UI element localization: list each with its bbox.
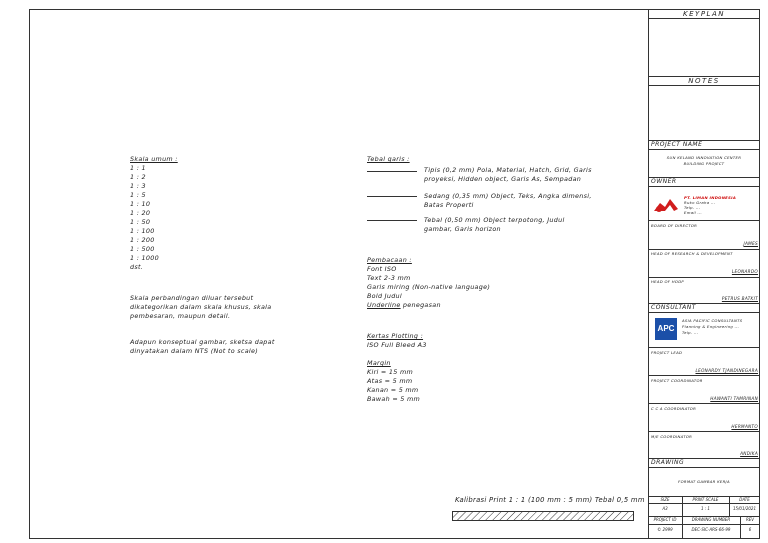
scale-item: dst.	[130, 263, 144, 271]
date-value: 15/01/2021	[732, 506, 757, 511]
owner-label: OWNER	[651, 178, 677, 185]
thin-line-desc	[424, 166, 592, 184]
research-label: HEAD OF RESEARCH & DEVELOPMENT	[651, 251, 733, 256]
drawing-number-label: DRAWING NUMBER	[691, 517, 731, 522]
calibration-text: Kalibrasi Print 1 : 1 (100 mm : 5 mm) Tebal 0,5 mm	[455, 496, 645, 504]
divider	[648, 18, 760, 19]
nts-note-line: dinyatakan dalam NTS (Not to scale)	[130, 347, 259, 355]
project-coord-name: HAWANTI TAMRINAN	[710, 396, 758, 401]
owner-company: PT. LIMAN INDONESIA	[684, 195, 737, 200]
project-name-label: PROJECT NAME	[651, 141, 703, 148]
divider	[648, 277, 760, 278]
cca-label: C C A COORDINATOR	[651, 406, 697, 411]
print-scale-label: PRINT SCALE	[692, 497, 719, 502]
me-name: ANDIKA	[740, 451, 758, 456]
scale-note	[130, 294, 271, 321]
thick-line-sample	[367, 220, 417, 221]
owner-logo-icon	[652, 195, 680, 215]
margin-item: Bawah = 5 mm	[367, 395, 421, 403]
board-label: BOARD OF DIRECTOR	[651, 223, 698, 228]
consultant-detail: Telp. ...	[682, 330, 699, 335]
line-desc: Tebal (0,50 mm) Object terpotong, Judul	[424, 216, 565, 224]
drawing-title: FORMAT GAMBAR KERJA	[678, 479, 730, 484]
project-name-line1: SUN KELAND INNOVATION CENTER	[666, 155, 742, 160]
me-label: M/E COORDINATOR	[651, 434, 693, 439]
hod-name: PETRUS BATKIT	[721, 296, 758, 301]
margin-heading: Margin	[367, 359, 391, 367]
margin-item: Kiri = 15 mm	[367, 368, 414, 376]
margin-item: Kanan = 5 mm	[367, 386, 419, 394]
line-desc: Tipis (0,2 mm) Pola, Material, Hatch, Grid, Garis	[424, 166, 592, 174]
scale-item: 1 : 5	[130, 191, 146, 199]
hod-label: HEAD OF HODP	[651, 279, 685, 284]
text-rule-item: Bold Judul	[367, 292, 402, 300]
margin-item: Atas = 5 mm	[367, 377, 413, 385]
underline-rest: penegasan	[400, 301, 441, 309]
line-desc: Sedang (0,35 mm) Object, Teks, Angka dimensi,	[424, 192, 592, 200]
drawing-label: DRAWING	[651, 459, 685, 466]
paper-value: ISO Full Bleed A3	[367, 341, 427, 349]
text-rules	[367, 256, 490, 310]
rev-value: 6	[748, 527, 752, 532]
medium-line-sample	[367, 196, 417, 197]
text-rule-item	[367, 301, 490, 310]
notes-label: NOTES	[688, 77, 720, 85]
text-rules-heading: Pembacaan :	[367, 256, 412, 264]
cca-name: HERMANTO	[731, 424, 758, 429]
scale-item: 1 : 50	[130, 218, 151, 226]
divider	[648, 312, 760, 313]
scale-item: 1 : 20	[130, 209, 151, 217]
divider	[648, 220, 760, 221]
scale-section	[130, 155, 178, 272]
print-scale-value: 1 : 1	[701, 506, 710, 511]
divider	[648, 347, 760, 348]
scale-note-line: dikategorikan dalam skala khusus, skala	[130, 303, 272, 311]
owner-detail: Email ...	[684, 210, 703, 215]
divider	[648, 149, 760, 150]
scale-item: 1 : 1	[130, 164, 146, 172]
thick-line-desc	[424, 216, 565, 234]
nts-note	[130, 338, 275, 356]
medium-line-desc	[424, 192, 592, 210]
line-desc: gambar, Garis horizon	[424, 225, 501, 233]
consultant-detail: Planning & Engineering ...	[682, 324, 740, 329]
divider	[648, 249, 760, 250]
consultant-logo: APC	[655, 318, 677, 340]
scale-item: 1 : 2	[130, 173, 146, 181]
paper-heading: Kertas Plotting :	[367, 332, 424, 340]
text-rule-item: Garis miring (Non-native language)	[367, 283, 491, 291]
scale-item: 1 : 10	[130, 200, 151, 208]
scale-item: 1 : 100	[130, 227, 155, 235]
owner-detail: Telp. ...	[684, 205, 701, 210]
owner-detail: Ruko Graha ...	[684, 200, 716, 205]
divider	[648, 375, 760, 376]
divider	[648, 524, 760, 525]
margin-section	[367, 359, 420, 404]
scale-item: 1 : 200	[130, 236, 155, 244]
research-name: LEONARDO	[731, 269, 758, 274]
scale-item: 1 : 500	[130, 245, 155, 253]
nts-note-line: Adapun konseptual gambar, sketsa dapat	[130, 338, 275, 346]
scale-note-line: Skala perbandingan diluar tersebut	[130, 294, 254, 302]
board-name: JAMES	[743, 241, 758, 246]
project-lead-label: PROJECT LEAD	[651, 350, 683, 355]
date-label: DATE	[739, 497, 750, 502]
project-name-line2: BUILDING PROJECT	[683, 161, 725, 166]
project-lead-name: LEONARDY TJANDINEGARA	[695, 368, 758, 373]
line-desc: Batas Properti	[424, 201, 474, 209]
divider	[648, 85, 760, 86]
calibration-bar	[452, 511, 634, 521]
divider	[648, 186, 760, 187]
divider	[648, 467, 760, 468]
project-id-value: © 2999	[657, 527, 673, 532]
scale-note-line: pembesaran, maupun detail.	[130, 312, 231, 320]
project-coord-label: PROJECT COORDINATOR	[651, 378, 703, 383]
divider	[648, 503, 760, 504]
consultant-detail: ASIA PACIFIC CONSULTANTS	[682, 318, 743, 323]
text-rule-item: Font ISO	[367, 265, 397, 273]
project-id-label: PROJECT ID	[653, 517, 677, 522]
drawing-number-value: DEC-SIC-ARS-66-99	[691, 527, 731, 532]
lines-heading: Tebal garis :	[367, 155, 410, 163]
paper-section	[367, 332, 427, 350]
underline-word: Underline	[367, 301, 401, 309]
text-rule-item: Text 2-3 mm	[367, 274, 411, 282]
size-value: A3	[662, 506, 668, 511]
rev-label: REV	[745, 517, 755, 522]
scale-item: 1 : 3	[130, 182, 146, 190]
divider	[648, 403, 760, 404]
scale-item: 1 : 1000	[130, 254, 159, 262]
size-label: SIZE	[660, 497, 670, 502]
scale-heading: Skala umum :	[130, 155, 178, 163]
keyplan-label: KEYPLAN	[683, 10, 725, 18]
consultant-label: CONSULTANT	[651, 304, 696, 311]
line-desc: proyeksi, Hidden object, Garis As, Sempadan	[424, 175, 582, 183]
divider	[648, 431, 760, 432]
thin-line-sample	[367, 171, 417, 172]
